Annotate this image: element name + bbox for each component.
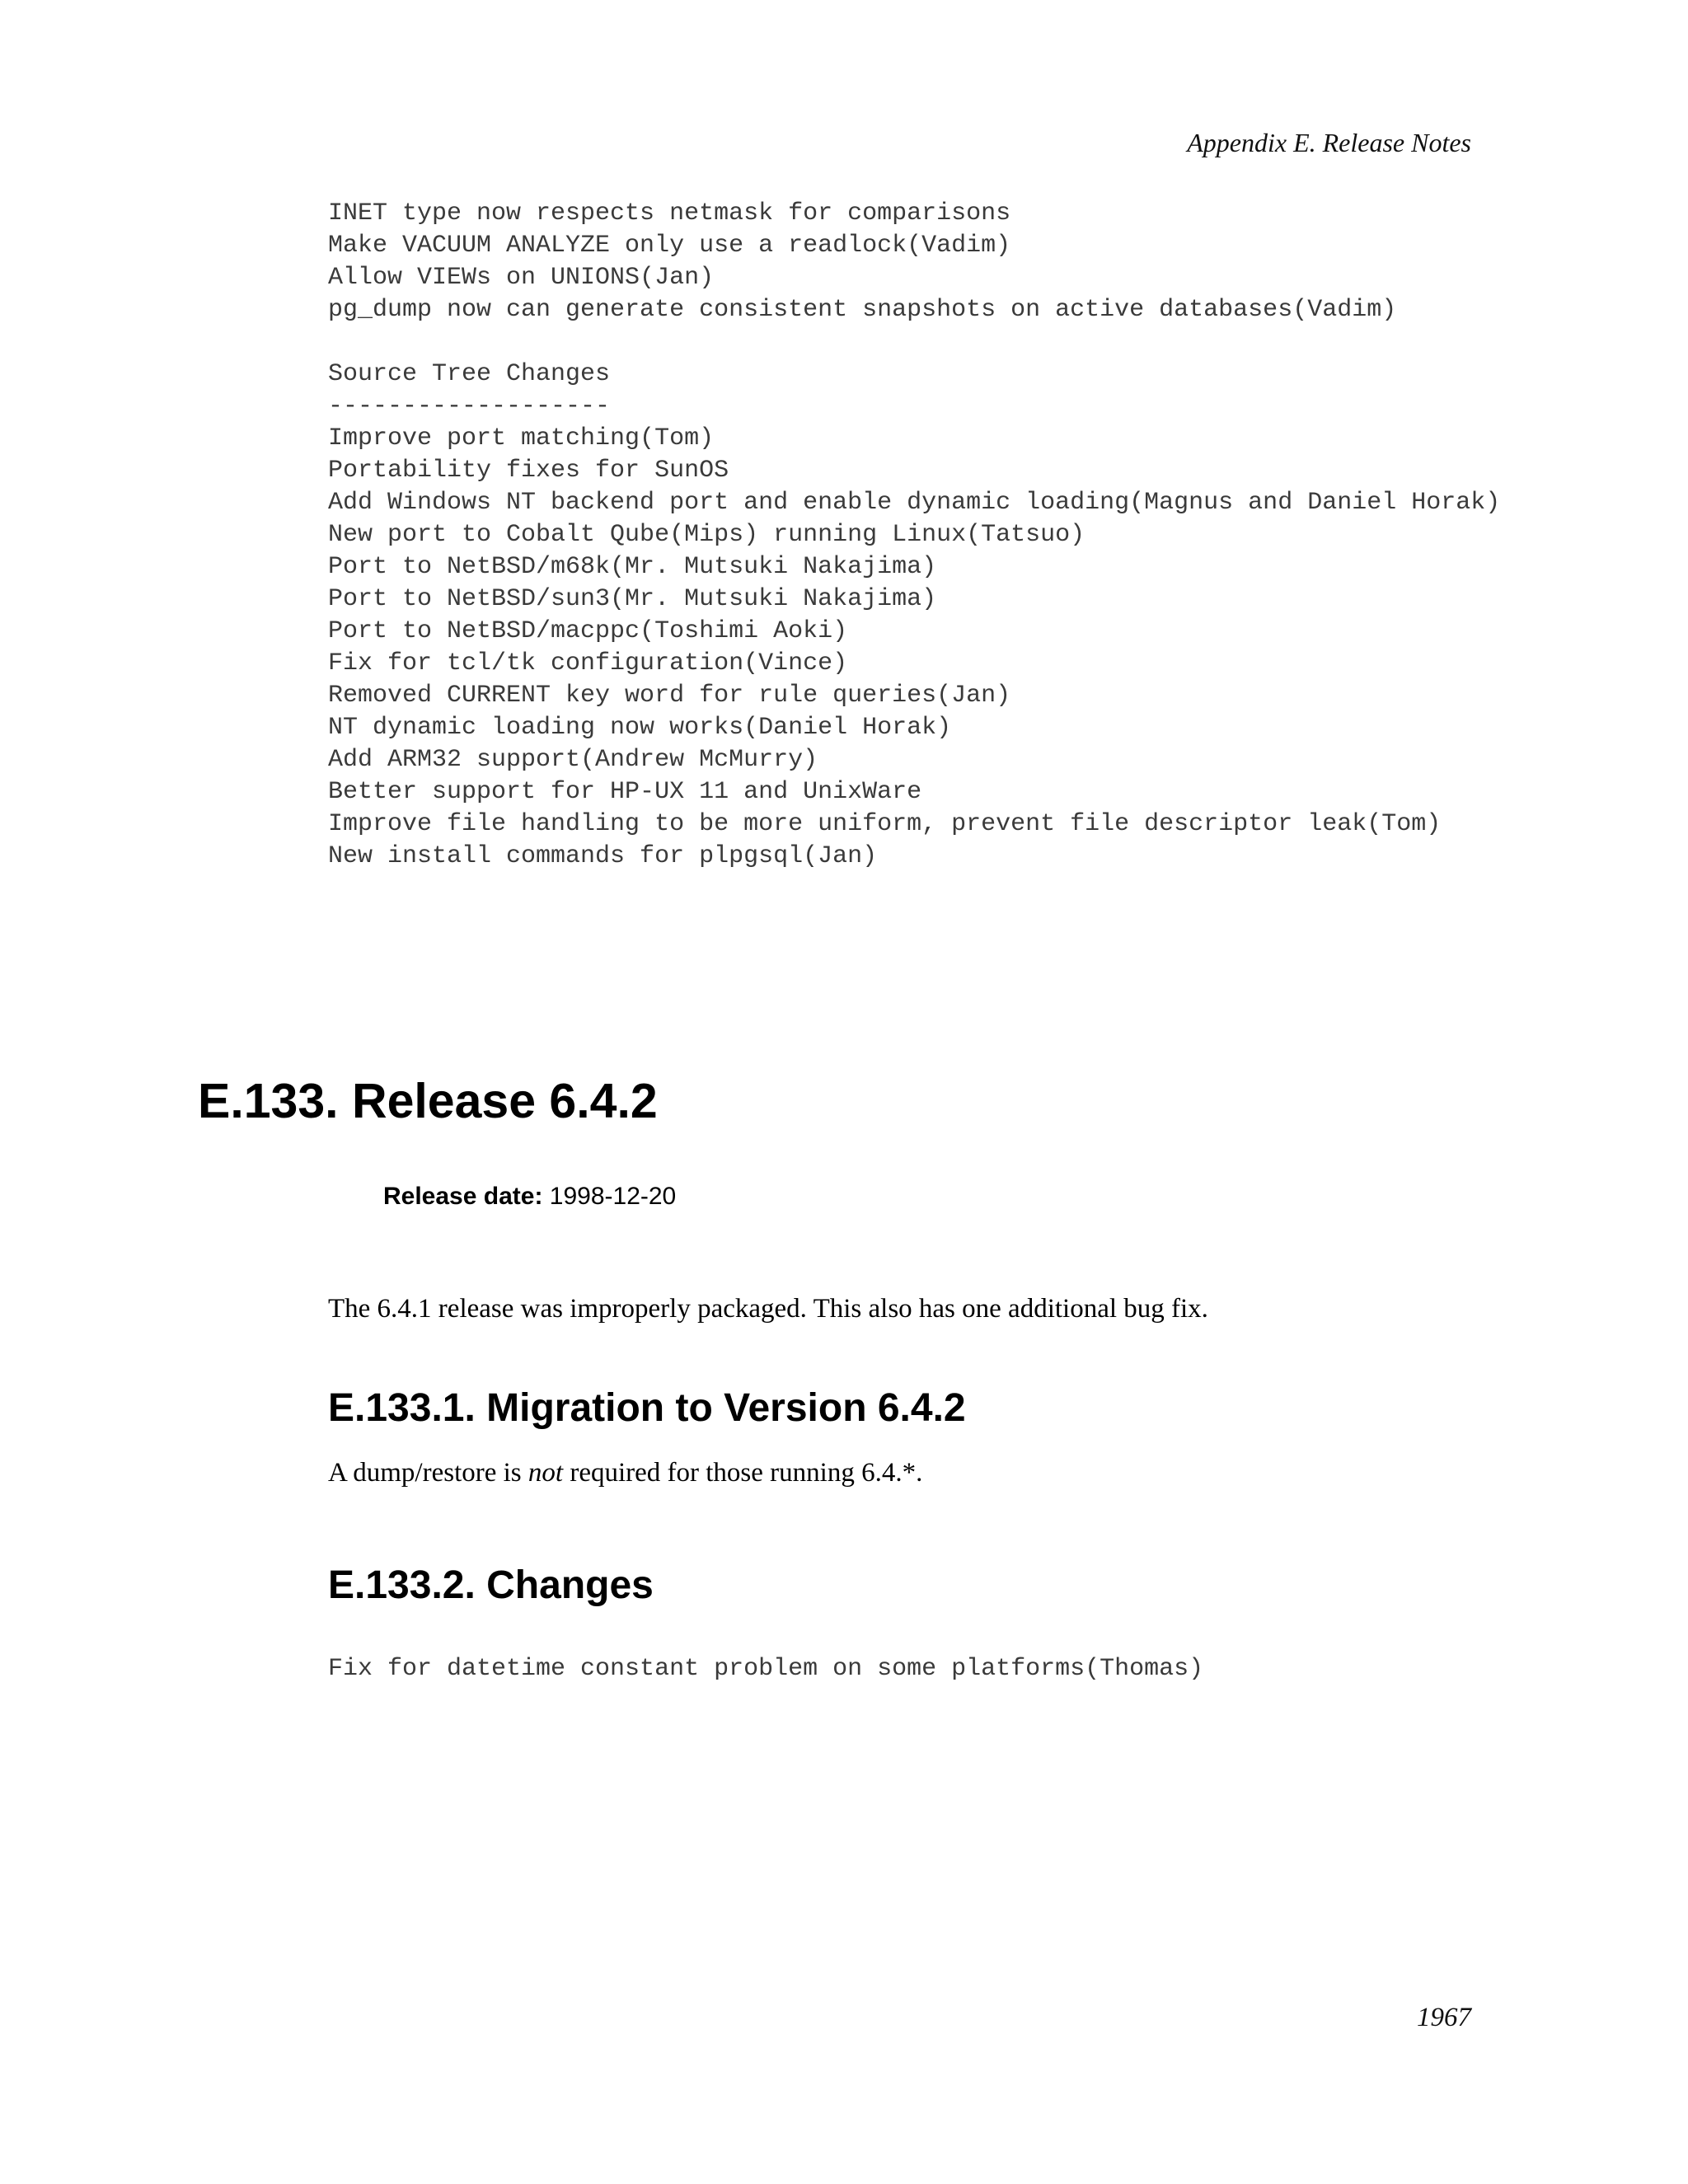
migration-title: E.133.1. Migration to Version 6.4.2 xyxy=(328,1386,966,1430)
code-line: Make VACUUM ANALYZE only use a readlock(Vadim) xyxy=(328,232,1011,260)
code-line: Removed CURRENT key word for rule queries(Jan) xyxy=(328,682,1011,710)
code-line: Improve file handling to be more uniform, prevent file descriptor leak(Tom) xyxy=(328,810,1442,838)
release-date xyxy=(383,1180,676,1213)
code-line: INET type now respects netmask for comparisons xyxy=(328,199,1011,227)
changes-code-block xyxy=(328,198,1500,873)
changes-title: E.133.2. Changes xyxy=(328,1563,654,1607)
running-header: Appendix E. Release Notes xyxy=(1187,128,1471,157)
code-line: Better support for HP-UX 11 and UnixWare xyxy=(328,778,922,806)
page-number: 1967 xyxy=(1417,2003,1471,2032)
code-line: pg_dump now can generate consistent snapshots on active databases(Vadim) xyxy=(328,296,1397,324)
section-title: E.133. Release 6.4.2 xyxy=(198,1074,658,1128)
migration-text-after: required for those running 6.4.*. xyxy=(563,1458,923,1488)
code-line: New install commands for plpgsql(Jan) xyxy=(328,842,878,870)
code-line: Port to NetBSD/sun3(Mr. Mutsuki Nakajima) xyxy=(328,585,937,613)
code-line: Fix for datetime constant problem on some platforms(Thomas) xyxy=(328,1655,1204,1683)
migration-text-before: A dump/restore is xyxy=(328,1458,528,1488)
source-tree-heading: Source Tree Changes xyxy=(328,360,611,388)
code-line: Fix for tcl/tk configuration(Vince) xyxy=(328,649,848,677)
blank-line xyxy=(328,326,1500,359)
code-line: Portability fixes for SunOS xyxy=(328,457,729,485)
code-line: Add Windows NT backend port and enable dynamic loading(Magnus and Daniel Horak) xyxy=(328,489,1501,517)
code-line: Add ARM32 support(Andrew McMurry) xyxy=(328,746,818,774)
section-intro: The 6.4.1 release was improperly packaged. This also has one additional bug fix. xyxy=(328,1294,1208,1324)
code-line: Port to NetBSD/m68k(Mr. Mutsuki Nakajima) xyxy=(328,553,937,581)
migration-emphasis: not xyxy=(528,1458,564,1488)
code-line: New port to Cobalt Qube(Mips) running Linux(Tatsuo) xyxy=(328,521,1085,549)
code-line: Port to NetBSD/macppc(Toshimi Aoki) xyxy=(328,617,848,645)
source-tree-rule: ------------------- xyxy=(328,392,611,420)
release-date-value: 1998-12-20 xyxy=(549,1183,677,1210)
migration-text xyxy=(328,1455,922,1490)
code-line: Allow VIEWs on UNIONS(Jan) xyxy=(328,264,715,292)
release-date-label: Release date: xyxy=(383,1183,543,1210)
changes-list xyxy=(328,1653,1203,1685)
code-line: Improve port matching(Tom) xyxy=(328,424,715,452)
code-line: NT dynamic loading now works(Daniel Horak) xyxy=(328,714,952,742)
